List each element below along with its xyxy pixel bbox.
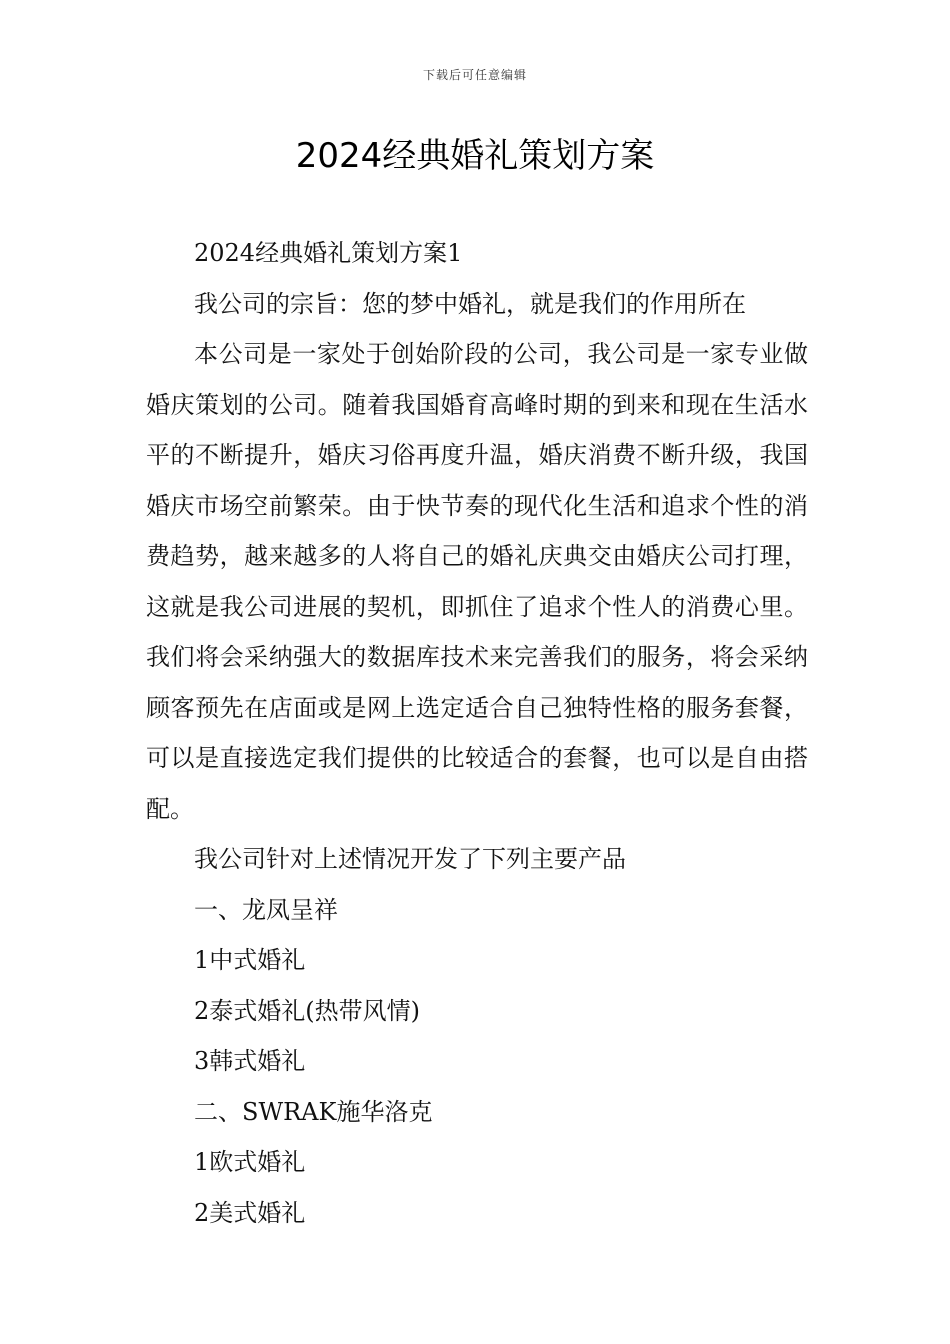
list-item: 2美式婚礼	[194, 1198, 306, 1227]
section-heading: 2024经典婚礼策划方案1	[194, 239, 463, 267]
header-note: 下载后可任意编辑	[422, 68, 527, 82]
paragraph-intro: 本公司是一家处于创始阶段的公司，我公司是一家专业做婚庆策划的公司。随着我国婚育高峰时期的到来和现在生活水平的不断提升，婚庆习俗再度升温，婚庆消费不断升级，我国婚庆市场空前繁荣。由于快节奏的现代化生活和追求个性的消费趋势，越来越多的人将自己的婚礼庆典交由婚庆公司打理，这就是我公司进展的契机，即抓住了追求个性人的消费心里。我们将会采纳强大的数据库技术来完善我们的服务，将会采纳顾客预先在店面或是网上选定适合自己独特性格的服务套餐，可以是直接选定我们提供的比较适合的套餐，也可以是自由搭配。	[146, 340, 808, 823]
document-body	[146, 228, 808, 1238]
paragraph-products-lead: 我公司针对上述情况开发了下列主要产品	[194, 845, 626, 873]
list-item: 1欧式婚礼	[194, 1148, 306, 1176]
paragraph-motto: 我公司的宗旨：您的梦中婚礼，就是我们的作用所在	[194, 289, 746, 318]
document-title: 2024经典婚礼策划方案	[295, 136, 655, 176]
list-item: 3韩式婚礼	[194, 1047, 306, 1075]
list-item: 1中式婚礼	[194, 946, 306, 974]
list-heading-swrak: 二、SWRAK施华洛克	[194, 1097, 433, 1126]
list-item: 2泰式婚礼(热带风情)	[194, 996, 420, 1025]
list-heading-longfeng: 一、龙凤呈祥	[194, 895, 338, 924]
